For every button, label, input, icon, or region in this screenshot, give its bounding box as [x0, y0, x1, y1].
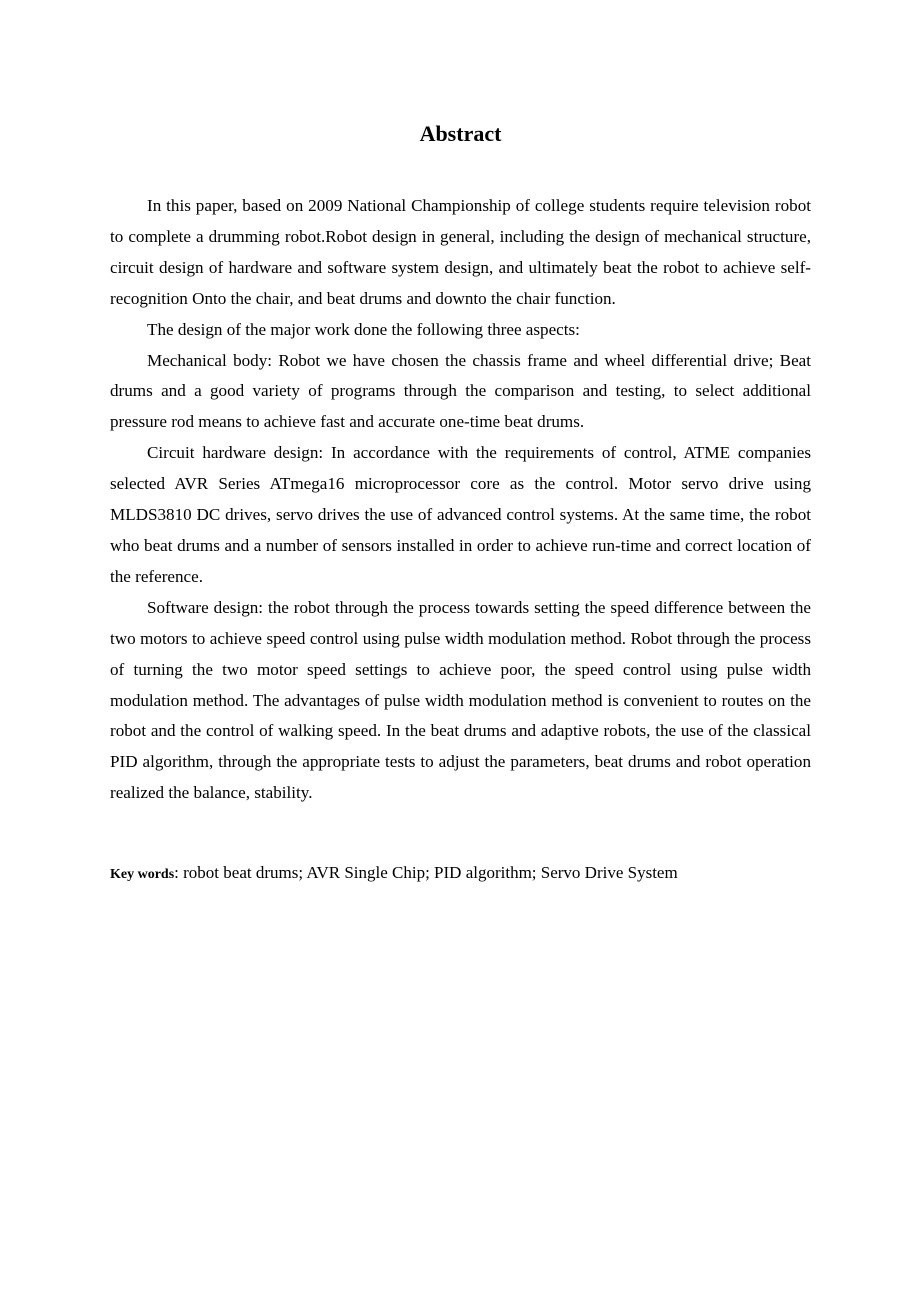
abstract-body — [110, 191, 811, 809]
keywords-label: Key words — [110, 867, 175, 882]
paragraph-mechanical: Mechanical body: Robot we have chosen the chassis frame and wheel differential drive; Beat drums and a good variety of programs through the comparison and testing, to select additional pressure rod means to achieve fast and accurate one-time beat drums. — [110, 350, 811, 432]
keywords-line — [110, 858, 811, 890]
paragraph-intro: In this paper, based on 2009 National Championship of college students require television robot to complete a drumming robot.Robot design in general, including the design of mechanical structure, circuit design of hardware and software system design, and ultimately beat the robot to achieve self-recognition Onto the chair, and beat drums and downto the chair function. — [110, 196, 811, 308]
keywords-text: : robot beat drums; AVR Single Chip; PID algorithm; Servo Drive System — [174, 863, 678, 882]
paragraph-circuit: Circuit hardware design: In accordance with the requirements of control, ATME companies selected AVR Series ATmega16 microprocessor core as the control. Motor servo drive using MLDS3810 DC drives, servo drives the use of advanced control systems. At the same time, the robot who beat drums and a number of sensors installed in order to achieve run-time and correct location of the reference. — [110, 443, 811, 586]
paragraph-software: Software design: the robot through the process towards setting the speed difference between the two motors to achieve speed control using pulse width modulation method. Robot through the process of turning the two motor speed settings to achieve poor, the speed control using pulse width modulation method. The advantages of pulse width modulation method is convenient to routes on the robot and the control of walking speed. In the beat drums and adaptive robots, the use of the classical PID algorithm, through the appropriate tests to adjust the parameters, beat drums and robot operation realized the balance, stability. — [110, 597, 811, 803]
paragraph-aspects: The design of the major work done the following three aspects: — [147, 319, 580, 339]
abstract-title: Abstract — [419, 121, 502, 146]
